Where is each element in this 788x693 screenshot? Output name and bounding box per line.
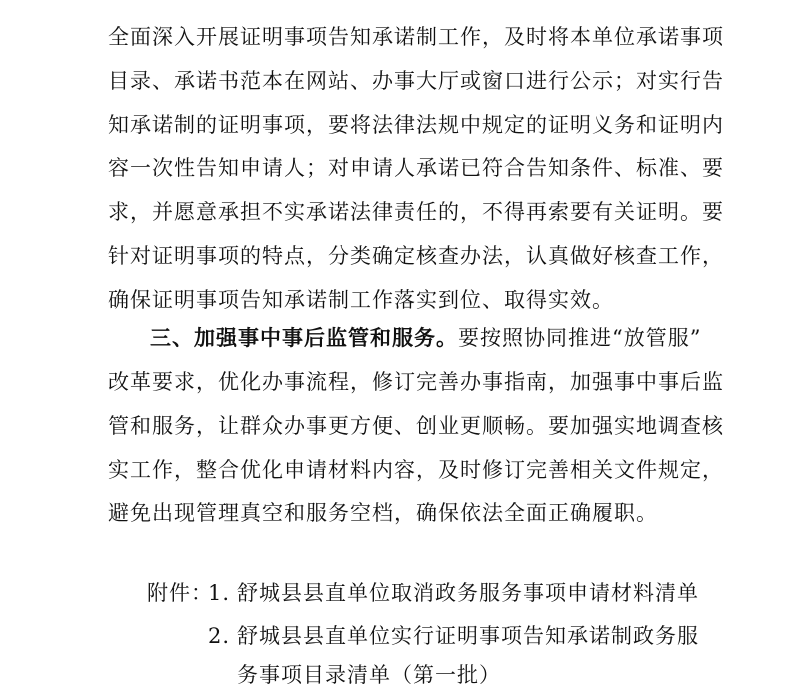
- paragraph-line: 改革要求，优化办事流程，修订完善办事指南，加强事中事后监: [108, 370, 724, 394]
- section-text: 要按照协同推进“放管服”: [458, 326, 702, 350]
- attachment-title: 舒城县县直单位取消政务服务事项申请材料清单: [237, 581, 699, 605]
- paragraph-line: 容一次性告知申请人；对申请人承诺已符合告知条件、标准、要: [108, 156, 724, 180]
- attachment-number: 2.: [208, 624, 231, 648]
- attachment-title-continued: 务事项目录清单（第一批）: [237, 663, 501, 687]
- paragraph-line: 目录、承诺书范本在网站、办事大厅或窗口进行公示；对实行告: [108, 69, 724, 93]
- paragraph-line: 知承诺制的证明事项，要将法律法规中规定的证明义务和证明内: [108, 113, 724, 137]
- paragraph-line: 实工作，整合优化申请材料内容，及时修订完善相关文件规定，: [108, 458, 724, 482]
- attachment-label: 附件：: [147, 581, 213, 605]
- attachment-title: 舒城县县直单位实行证明事项告知承诺制政务服: [237, 624, 699, 648]
- paragraph-line: 管和服务，让群众办事更方便、创业更顺畅。要加强实地调查核: [108, 414, 724, 438]
- section-heading: 三、加强事中事后监管和服务。: [150, 326, 458, 350]
- paragraph-line: 避免出现管理真空和服务空档，确保依法全面正确履职。: [108, 501, 658, 525]
- attachment-number: 1.: [208, 581, 231, 605]
- paragraph-line: 针对证明事项的特点，分类确定核查办法，认真做好核查工作，: [108, 244, 724, 268]
- paragraph-line: 全面深入开展证明事项告知承诺制工作，及时将本单位承诺事项: [108, 25, 724, 49]
- paragraph-line: 求，并愿意承担不实承诺法律责任的，不得再索要有关证明。要: [108, 200, 724, 224]
- section-first-line: [150, 323, 701, 353]
- paragraph-line: 确保证明事项告知承诺制工作落实到位、取得实效。: [108, 288, 614, 312]
